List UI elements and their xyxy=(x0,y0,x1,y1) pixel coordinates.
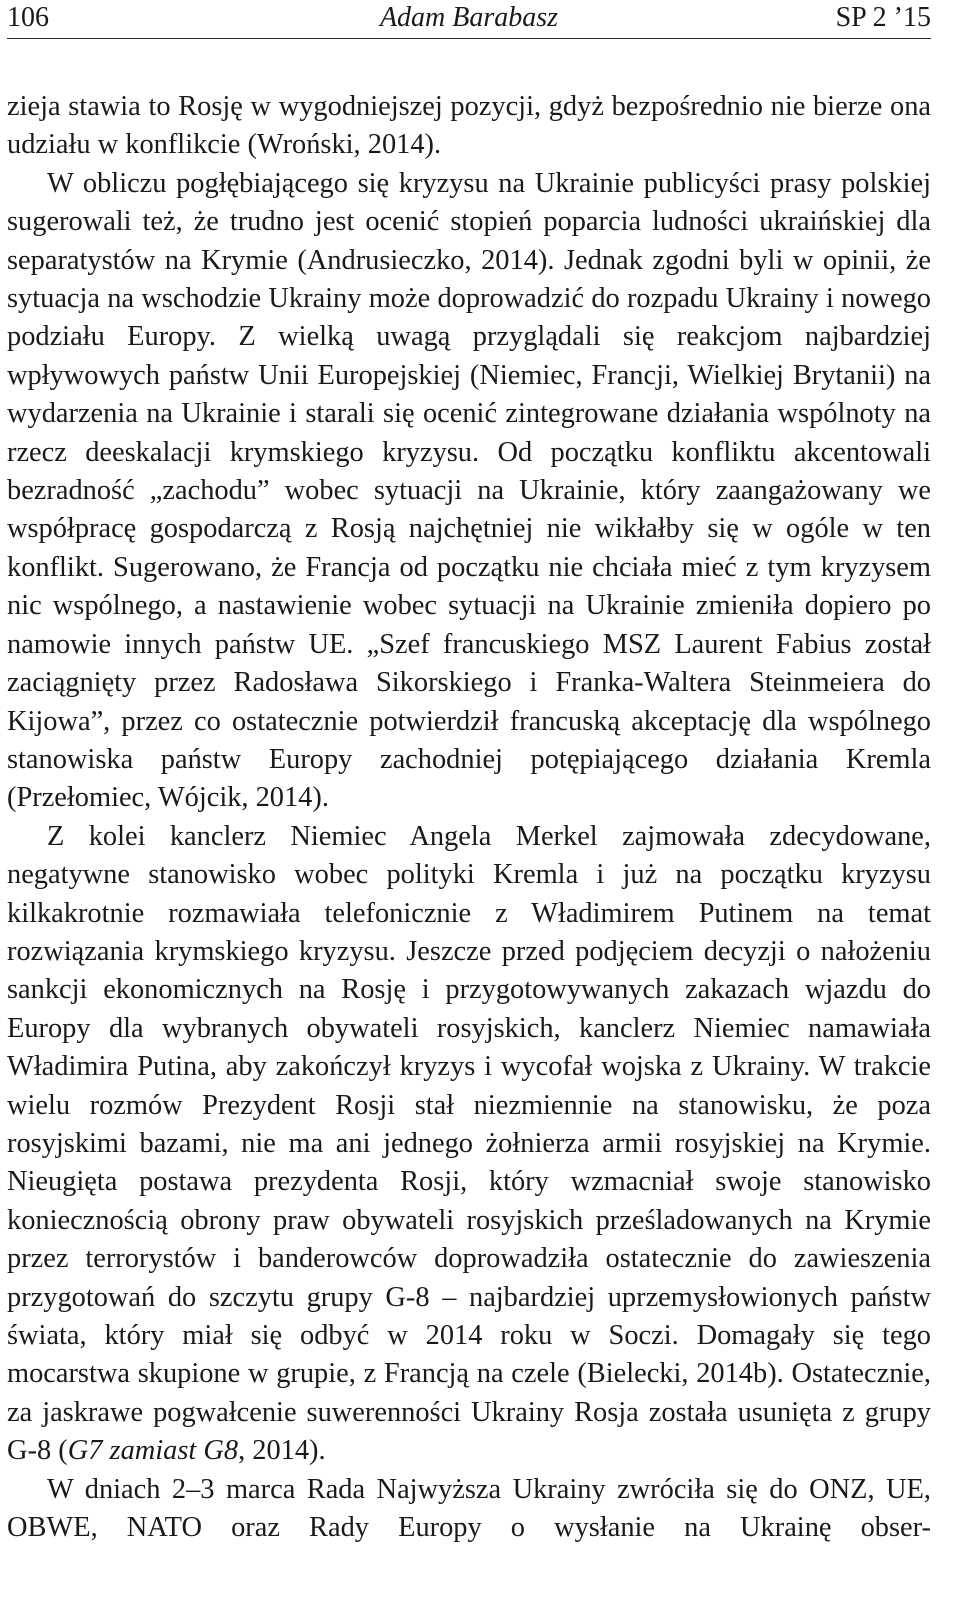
paragraph-press-opinions: W obliczu pogłębiającego się kryzysu na Ukrainie publicyści prasy polskiej sugerowali też, że trudno jest ocenić stopień poparcia ludności ukraińskiej dla separatystów na Krymie (Andrusieczko, 2014). Jednak zgodni byli w opinii, że sytuacja na wschodzie Ukrainy może doprowadzić do rozpadu Ukrainy i nowego podziału Europy. Z wielką uwagą przyglądali się reakcjom najbardziej wpływowych państw Unii Europejskiej (Niemiec, Francji, Wielkiej Brytanii) na wydarzenia na Ukrainie i starali się ocenić zintegrowane działania wspólnoty na rzecz deeskalacji krymskiego kryzysu. Od początku konfliktu akcentowali bezradność „zachodu” wobec sytuacji na Ukrainie, który zaangażowany we współpracę gospodarczą z Rosją najchętniej nie wikłałby się w ogóle w ten konflikt. Sugerowano, że Francja od początku nie chciała mieć z tym kryzysem nic wspólnego, a nastawienie wobec sytuacji na Ukrainie zmieniła dopiero po namowie innych państw UE. „Szef francuskiego MSZ Laurent Fabius został zaciągnięty przez Radosława Sikorskiego i Franka-Waltera Steinmeiera do Kijowa”, przez co ostatecznie potwierdził francuską akceptację dla wspólnego stanowiska państw Europy zachodniej potępiającego działania Kremla (Przełomiec, Wójcik, 2014). xyxy=(7,167,931,814)
running-header xyxy=(7,0,931,39)
paragraph-march-appeal: W dniach 2–3 marca Rada Najwyższa Ukrainy zwróciła się do ONZ, UE, OBWE, NATO oraz Rady Europy o wysłanie na Ukrainę obser- xyxy=(7,1473,931,1544)
paragraph-text: Z kolei kanclerz Niemiec Angela Merkel zajmowała zdecydowane, negatywne stanowisko wobec polityki Kremla i już na początku kryzysu kilkakrotnie rozmawiała telefonicznie z Władimirem Putinem na temat rozwiązania krymskiego kryzysu. Jeszcze przed podjęciem decyzji o nałożeniu sankcji ekonomicznych na Rosję i przygotowywanych zakazach wjazdu do Europy dla wybranych obywateli rosyjskich, kanclerz Niemiec namawiała Władimira Putina, aby zakończył kryzys i wycofał wojska z Ukrainy. W trakcie wielu rozmów Prezydent Rosji stał niezmiennie na stanowisku, że poza rosyjskimi bazami, nie ma ani jednego żołnierza armii rosyjskiej na Krymie. Nieugięta postawa prezydenta Rosji, który wzmacniał swoje stanowisko koniecznością obrony praw obywateli rosyjskich prześladowanych na Krymie przez terrorystów i banderowców doprowadziła ostatecznie do zawieszenia przygotowań do szczytu grupy G-8 – najbardziej uprzemysłowionych państw świata, który miał się odbyć w 2014 roku w Soczi. Domagały się tego mocarstwa skupione w grupie, z Francją na czele (Bielecki, 2014b). Ostatecznie, za jaskrawe pogwałcenie suwerenności Ukrainy Rosja została usunięta z grupy G-8 ( xyxy=(7,820,931,1467)
document-page xyxy=(7,0,931,1547)
body-text xyxy=(7,88,931,1547)
paragraph-merkel xyxy=(7,818,931,1471)
italic-citation-title: G7 zamiast G8 xyxy=(67,1435,239,1467)
page-number: 106 xyxy=(7,2,49,33)
paragraph-continuation: zieja stawia to Rosję w wygodniejszej pozycji, gdyż bezpośrednio nie bierze ona udziału w konflikcie (Wroński, 2014). xyxy=(7,91,931,161)
journal-issue: SP 2 ’15 xyxy=(835,2,931,33)
running-author: Adam Barabasz xyxy=(379,2,559,33)
paragraph-text: , 2014). xyxy=(238,1435,326,1467)
